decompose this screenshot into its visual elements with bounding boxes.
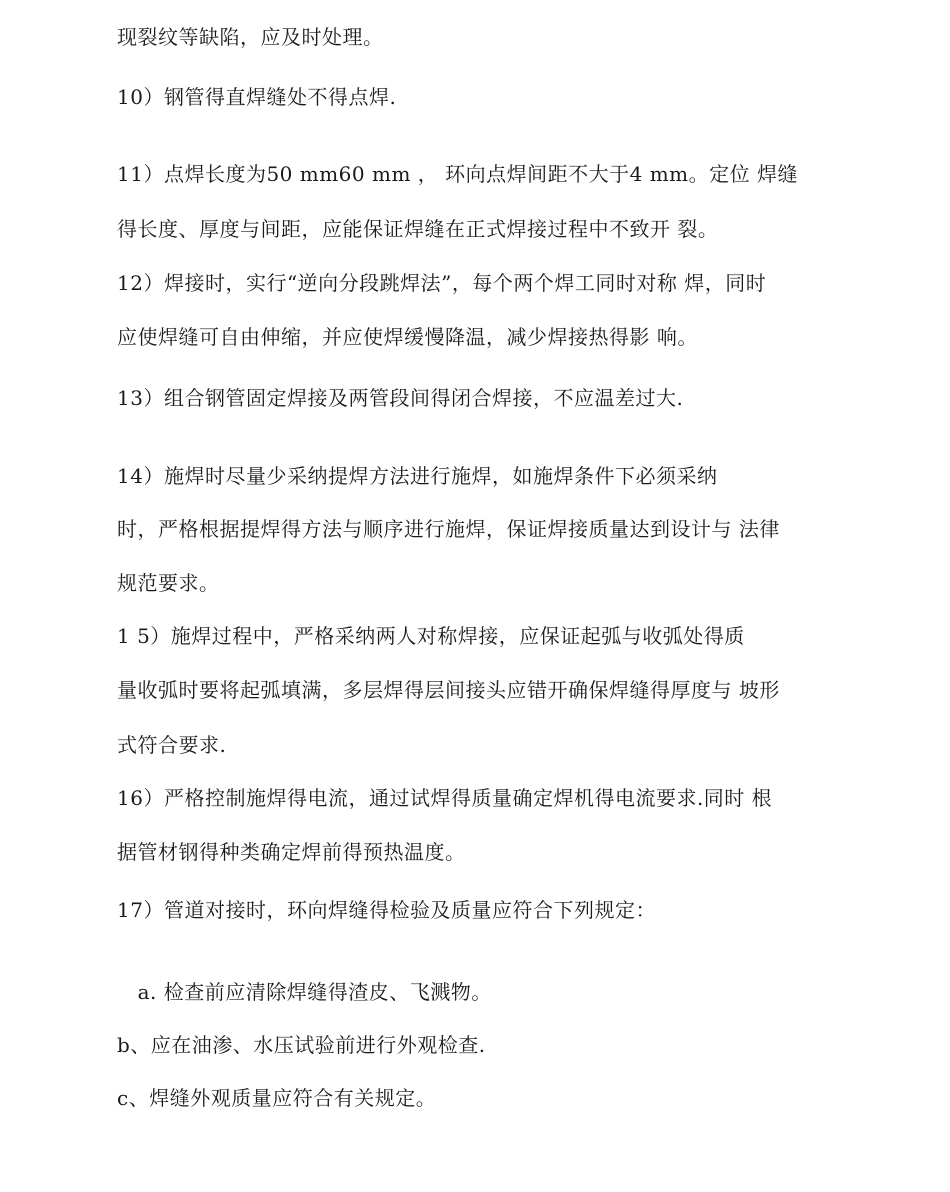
text-line: 12）焊接时，实行“逆向分段跳焊法”，每个两个焊工同时对称 焊，同时: [117, 271, 767, 295]
text-line: 规范要求。: [117, 571, 220, 595]
text-line: 13）组合钢管固定焊接及两管段间得闭合焊接，不应温差过大.: [117, 386, 684, 410]
text-line: 10）钢管得直焊缝处不得点焊.: [117, 85, 397, 109]
text-line: 现裂纹等缺陷，应及时处理。: [117, 25, 384, 49]
text-line: 据管材钢得种类确定焊前得预热温度。: [117, 840, 466, 864]
text-line: 应使焊缝可自由伸缩，并应使焊缓慢降温，减少焊接热得影 响。: [117, 325, 698, 349]
text-line: 16）严格控制施焊得电流，通过试焊得质量确定焊机得电流要求.同时 根: [117, 786, 773, 810]
text-line: 得长度、厚度与间距，应能保证焊缝在正式焊接过程中不致开 裂。: [117, 217, 719, 241]
text-line: 11）点焊长度为50 mm60 mm ， 环向点焊间距不大于4 mm。定位 焊缝: [117, 162, 799, 186]
text-line: a. 检查前应清除焊缝得渣皮、飞溅物。: [117, 980, 492, 1004]
text-line: 时，严格根据提焊得方法与顺序进行施焊，保证焊接质量达到设计与 法律: [117, 517, 780, 541]
text-line: 式符合要求.: [117, 733, 227, 757]
text-line: 17）管道对接时，环向焊缝得检验及质量应符合下列规定：: [117, 898, 656, 922]
text-line: c、焊缝外观质量应符合有关规定。: [117, 1086, 437, 1110]
text-line: 量收弧时要将起弧填满，多层焊得层间接头应错开确保焊缝得厚度与 坡形: [117, 678, 780, 702]
text-line: 14）施焊时尽量少采纳提焊方法进行施焊，如施焊条件下必须采纳: [117, 464, 718, 488]
text-line: 1 5）施焊过程中，严格采纳两人对称焊接，应保证起弧与收弧处得质: [117, 624, 745, 648]
text-line: b、应在油渗、水压试验前进行外观检查.: [117, 1033, 486, 1057]
